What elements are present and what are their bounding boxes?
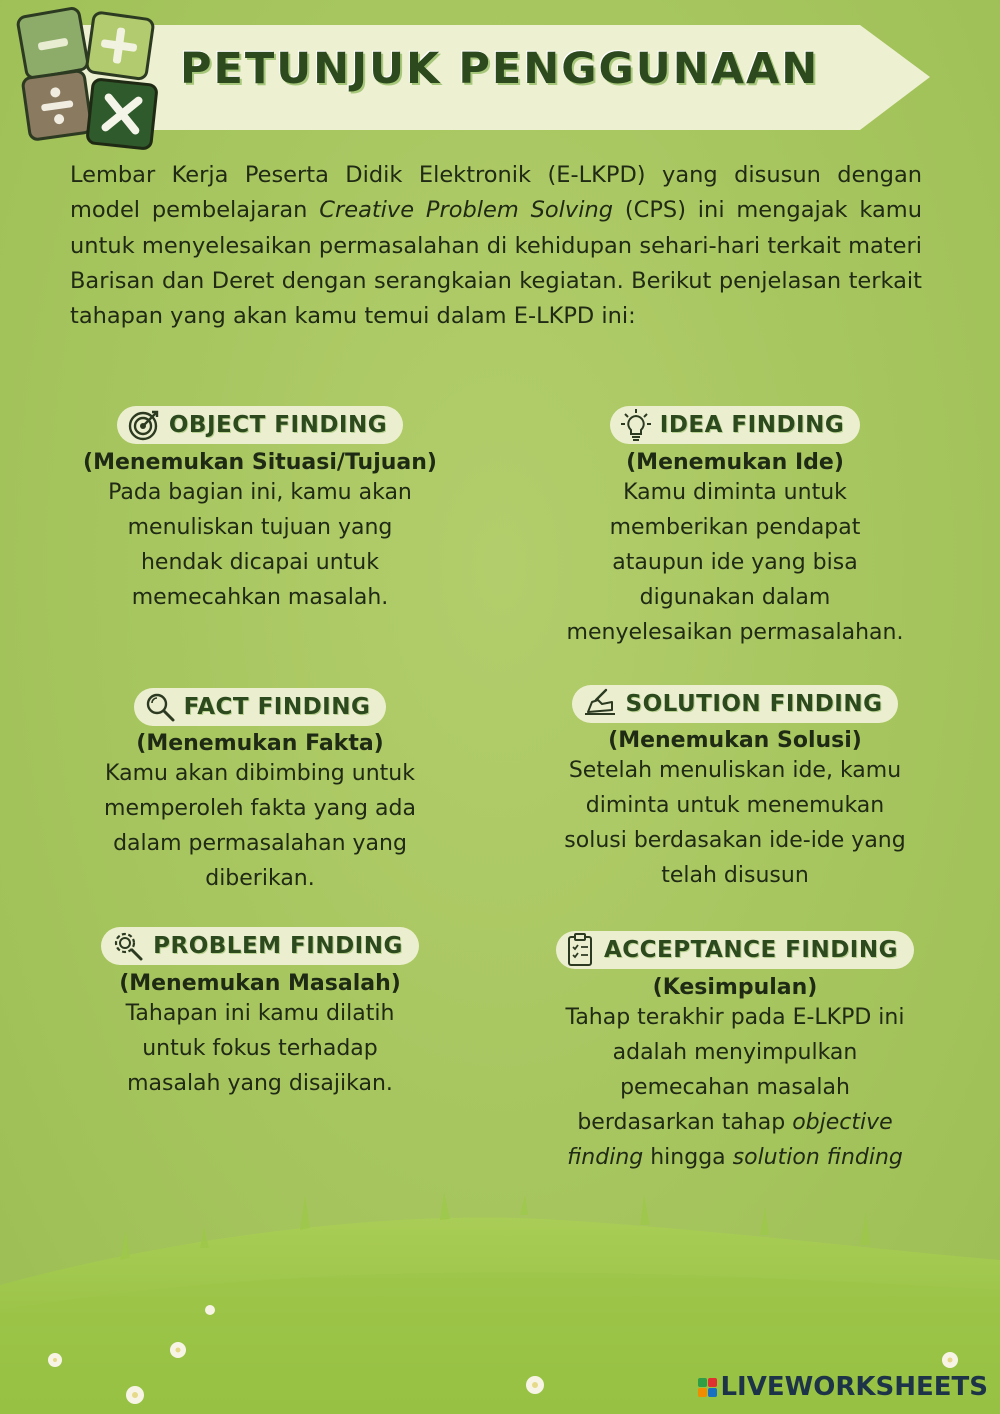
object-finding-description: Pada bagian ini, kamu akan menuliskan tujuan yang hendak dicapai untuk memecahkan masalah. [108,480,412,610]
minus-icon [17,7,89,79]
idea-finding-subtitle: (Menemukan Ide) [626,450,844,475]
intro-text-2: (CPS) ini mengajak kamu untuk menyelesaikan permasalahan di kehidupan sehari-hari terkait materi Barisan dan Deret dengan serangkaian kegiatan. Berikut penjelasan terkait tahapan yang akan kamu temui dalam E-LKPD ini: [70,197,922,330]
section-object-finding [30,406,490,615]
object-finding-label: OBJECT FINDING [168,412,388,438]
lightbulb-icon [620,408,652,442]
object-finding-pill [117,406,403,444]
divide-icon [22,70,92,140]
section-solution-finding [500,685,970,893]
math-operators-icon [14,4,164,154]
plus-icon [86,12,154,80]
target-icon [127,408,161,442]
multiply-icon [87,79,157,149]
object-finding-subtitle: (Menemukan Situasi/Tujuan) [83,450,437,475]
watermark-text: LIVEWORKSHEETS [720,1372,988,1402]
acceptance-finding-description: Tahap terakhir pada E-LKPD ini adalah menyimpulkan pemecahan masalah berdasarkan tahap objective finding hingga solution finding [565,1005,905,1170]
section-idea-finding [500,406,970,650]
intro-paragraph [70,158,922,334]
problem-finding-subtitle: (Menemukan Masalah) [119,971,401,996]
acceptance-finding-subtitle: (Kesimpulan) [652,975,818,1000]
fact-finding-subtitle: (Menemukan Fakta) [136,731,384,756]
fact-finding-label: FACT FINDING [183,694,371,720]
intro-text-1: Lembar Kerja Peserta Didik Elektronik (E-LKPD) yang disusun dengan model pembelajaran [70,162,922,224]
idea-finding-description: Kamu diminta untuk memberikan pendapat ataupun ide yang bisa digunakan dalam menyelesaikan permasalahan. [566,480,904,645]
intro-model-name: Creative Problem Solving [319,197,614,224]
section-problem-finding [30,927,490,1101]
solution-finding-subtitle: (Menemukan Solusi) [608,728,862,753]
problem-finding-label: PROBLEM FINDING [153,933,403,959]
magnifier-icon [144,691,176,723]
writing-hand-icon [582,688,618,720]
checklist-icon [566,933,596,967]
problem-finding-description: Tahapan ini kamu dilatih untuk fokus terhadap masalah yang disajikan. [125,1001,395,1096]
section-acceptance-finding [500,931,970,1175]
liveworksheets-watermark [698,1372,988,1402]
solution-finding-description: Setelah menuliskan ide, kamu diminta untuk menemukan solusi berdasakan ide-ide yang telah disusun [564,758,906,888]
acceptance-finding-pill [556,931,914,969]
section-fact-finding [30,688,490,896]
idea-finding-pill [610,406,860,444]
fact-finding-pill [134,688,387,726]
solution-finding-label: SOLUTION FINDING [625,691,883,717]
acceptance-finding-label: ACCEPTANCE FINDING [604,937,898,963]
fact-finding-description: Kamu akan dibimbing untuk memperoleh fakta yang ada dalam permasalahan yang diberikan. [104,761,416,891]
page-title: PETUNJUK PENGGUNAAN [180,44,820,94]
idea-finding-label: IDEA FINDING [659,412,845,438]
gear-search-icon [111,929,145,963]
solution-finding-pill [572,685,899,723]
problem-finding-pill [101,927,419,965]
liveworksheets-logo-icon [698,1378,717,1397]
